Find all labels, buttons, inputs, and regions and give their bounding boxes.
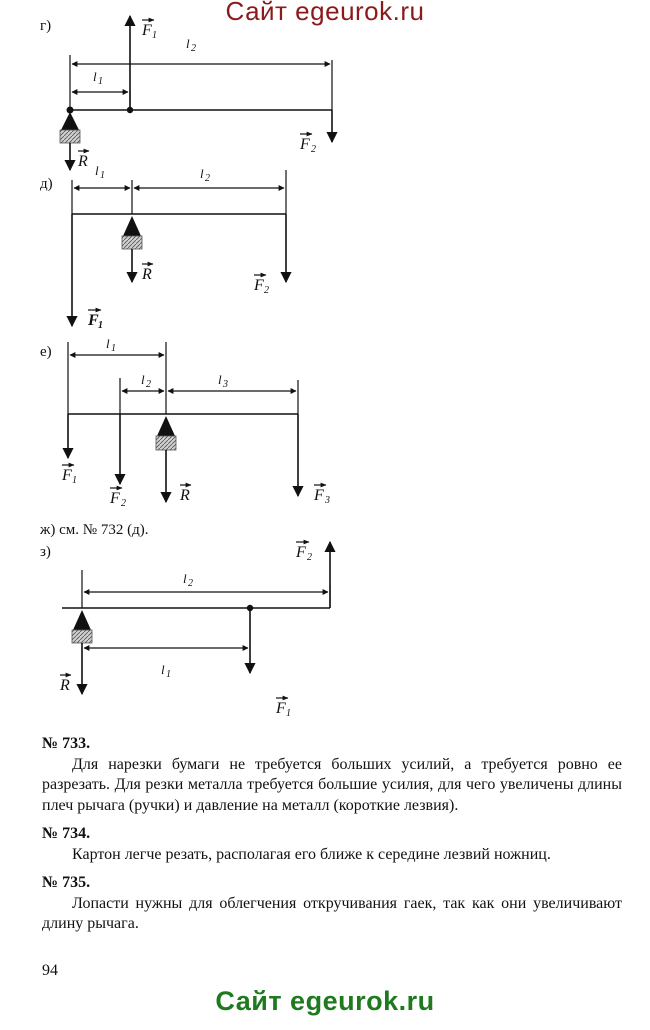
page-number: 94 <box>42 962 58 979</box>
svg-text:2: 2 <box>307 552 312 563</box>
fulcrum-base-icon <box>122 236 142 249</box>
l1-label: l <box>93 69 97 84</box>
diagram-z-label: з) <box>40 544 51 560</box>
problem-734-number: № 734. <box>42 825 91 842</box>
l2-label: l <box>141 372 145 387</box>
svg-text:1: 1 <box>72 475 77 486</box>
f2-label: F <box>110 490 120 507</box>
svg-text:2: 2 <box>205 173 210 184</box>
fulcrum-icon <box>61 112 79 130</box>
f3-label: F <box>314 487 324 504</box>
svg-text:1: 1 <box>286 708 291 719</box>
diagram-zh-note: ж) см. № 732 (д). <box>40 522 149 538</box>
svg-text:3: 3 <box>223 379 228 390</box>
f2-label: F <box>254 277 264 294</box>
f1-label: F <box>88 312 99 329</box>
f1-label: F <box>276 700 286 717</box>
f2-label: F <box>300 136 310 153</box>
problems-section <box>42 734 622 943</box>
f2-label: F <box>296 544 306 561</box>
r-label: R <box>142 266 152 283</box>
svg-text:2: 2 <box>311 144 316 155</box>
problem-733-number: № 733. <box>42 735 91 752</box>
fulcrum-base-icon <box>72 630 92 643</box>
diagram-e-label: е) <box>40 344 52 360</box>
diagram-z <box>40 542 330 719</box>
diagram-e <box>40 336 330 509</box>
watermark-top: Сайт egeurok.ru <box>225 0 425 26</box>
diagram-g-label: г) <box>40 18 52 34</box>
r-label: R <box>180 487 190 504</box>
fulcrum-icon <box>73 610 91 630</box>
fulcrum-icon <box>157 416 175 436</box>
svg-text:2: 2 <box>264 285 269 296</box>
svg-text:1: 1 <box>166 669 171 680</box>
svg-text:2: 2 <box>191 43 196 54</box>
f1-label: F <box>142 22 152 39</box>
l1-label: l <box>161 662 165 677</box>
fulcrum-icon <box>123 216 141 236</box>
watermark-bottom: Сайт egeurok.ru <box>215 986 435 1016</box>
r-label: R <box>78 153 88 170</box>
l1-label: l <box>106 336 110 351</box>
r-label: R <box>60 677 70 694</box>
svg-text:1: 1 <box>100 170 105 181</box>
l2-label: l <box>183 571 187 586</box>
svg-text:2: 2 <box>188 578 193 589</box>
l3-label: l <box>218 372 222 387</box>
svg-text:1: 1 <box>111 343 116 354</box>
problem-733-text: Для нарезки бумаги не требуется больших усилий, а требуется ровно ее разрезать. Для резки металла требуется большие усилия, для чего увеличены длины плеч рычага (ручки) и давление на металл (короткие лезвия). <box>42 755 622 814</box>
fulcrum-base-icon <box>60 130 80 143</box>
l2-label: l <box>186 36 190 51</box>
svg-text:1: 1 <box>98 320 103 331</box>
l2-label: l <box>200 166 204 181</box>
diagram-g <box>40 16 332 170</box>
f1-label: F <box>62 467 72 484</box>
diagram-d <box>40 163 286 331</box>
problem-734-text: Картон легче резать, располагая его ближе к середине лезвий ножниц. <box>72 845 551 863</box>
svg-text:1: 1 <box>152 30 157 41</box>
problem-735-number: № 735. <box>42 874 91 891</box>
force-point <box>127 107 133 113</box>
problem-735-text: Лопасти нужны для облегчения откручивания гаек, так как они увеличивают длину рычага. <box>42 894 622 932</box>
diagram-d-label: д) <box>40 176 53 192</box>
svg-text:2: 2 <box>121 498 126 509</box>
svg-text:3: 3 <box>325 495 330 506</box>
fulcrum-base-icon <box>156 436 176 450</box>
l1-label: l <box>95 163 99 178</box>
svg-text:1: 1 <box>98 76 103 87</box>
svg-text:2: 2 <box>146 379 151 390</box>
